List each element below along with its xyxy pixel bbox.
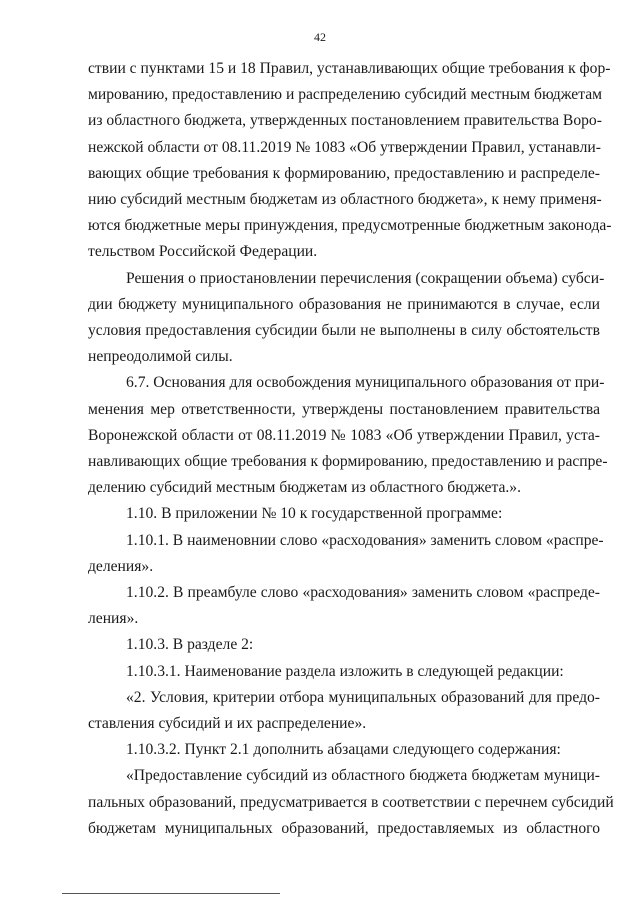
- text-line: условия предоставления субсидии были не выполнены в силу обстоятельств: [88, 322, 600, 340]
- text-line: из областного бюджета, утвержденных постановлением правительства Воро-: [88, 112, 602, 130]
- text-line: мированию, предоставлению и распределению субсидий местным бюджетам: [88, 86, 603, 104]
- text-line: деления».: [88, 557, 154, 575]
- text-line: делению субсидий местным бюджетам из областного бюджета.».: [88, 479, 521, 497]
- text-line: нежской области от 08.11.2019 № 1083 «Об утверждении Правил, устанавли-: [88, 138, 601, 156]
- text-line: дии бюджету муниципального образования не принимаются в случае, если: [88, 295, 600, 313]
- text-line: Воронежской области от 08.11.2019 № 1083 «Об утверждении Правил, уста-: [88, 426, 600, 444]
- text-line: навливающих общие требования к формированию, предоставлению и распре-: [88, 453, 608, 471]
- text-line: 1.10.3.1. Наименование раздела изложить в следующей редакции:: [126, 662, 564, 680]
- text-line: вающих общие требования к формированию, предоставлению и распределе-: [88, 164, 600, 182]
- text-line: 1.10.3.2. Пункт 2.1 дополнить абзацами следующего содержания:: [126, 741, 561, 759]
- text-line: 1.10.3. В разделе 2:: [126, 636, 254, 654]
- text-line: бюджетам муниципальных образований, предоставляемых из областного: [88, 819, 600, 837]
- footer-divider: [62, 893, 280, 894]
- text-line: тельством Российской Федерации.: [88, 243, 318, 261]
- text-line: ления».: [88, 610, 139, 628]
- text-line: 1.10.2. В преамбуле слово «расходования» заменить словом «распреде-: [126, 584, 600, 602]
- text-line: пальных образований, предусматривается в соответствии с перечнем субсидий: [88, 793, 614, 811]
- text-line: менения мер ответственности, утверждены постановлением правительства: [88, 400, 600, 418]
- text-line: «2. Условия, критерии отбора муниципальных образований для предо-: [126, 688, 600, 706]
- text-line: «Предоставление субсидий из областного бюджета бюджетам муници-: [126, 767, 600, 785]
- text-line: ставления субсидий и их распределение».: [88, 715, 367, 733]
- text-line: ствии с пунктами 15 и 18 Правил, устанавливающих общие требования к фор-: [88, 60, 611, 77]
- text-line: 6.7. Основания для освобождения муниципального образования от при-: [126, 374, 605, 392]
- page-number: 42: [314, 30, 326, 44]
- document-body: [88, 56, 614, 842]
- text-line: 1.10. В приложении № 10 к государственной программе:: [126, 505, 503, 523]
- text-line: нию субсидий местным бюджетам из областного бюджета», к нему применя-: [88, 191, 602, 209]
- text-line: ются бюджетные меры принуждения, предусмотренные бюджетным законода-: [88, 217, 612, 235]
- text-line: 1.10.1. В наименовнии слово «расходования» заменить словом «распре-: [126, 531, 604, 549]
- text-line: Решения о приостановлении перечисления (сокращении объема) субси-: [126, 269, 605, 287]
- text-line: непреодолимой силы.: [88, 348, 233, 366]
